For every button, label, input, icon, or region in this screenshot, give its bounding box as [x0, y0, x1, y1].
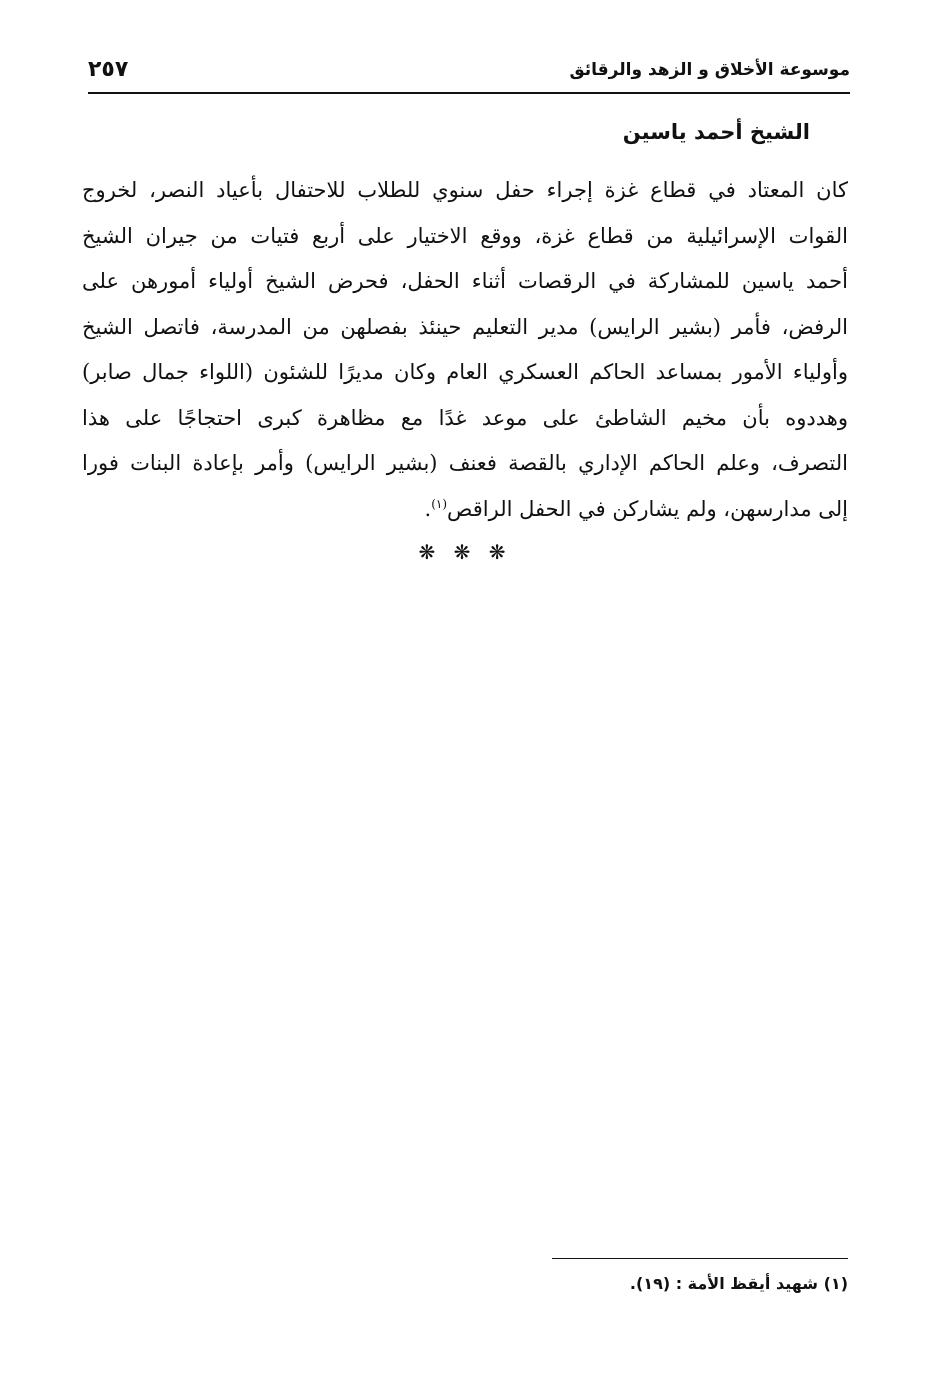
book-title: موسوعة الأخلاق و الزهد والرقائق	[559, 60, 850, 80]
body-line: وأولياء الأمور بمساعد الحاكم العسكري العام وكان مديرًا للشئون (اللواء جمال صابر)	[82, 360, 848, 384]
body-paragraph	[82, 168, 848, 532]
body-line: التصرف، وعلم الحاكم الإداري بالقصة فعنف (بشير الرايس) وأمر بإعادة البنات فورا	[82, 451, 848, 475]
section-heading: الشيخ أحمد ياسين	[622, 120, 810, 144]
body-line: أحمد ياسين للمشاركة في الرقصات أثناء الحفل، فحرض الشيخ أولياء أمورهن على	[82, 269, 848, 293]
footnote-divider	[552, 1258, 848, 1259]
body-line: الرفض، فأمر (بشير الرايس) مدير التعليم حينئذ بفصلهن من المدرسة، فاتصل الشيخ	[82, 314, 848, 339]
body-line: وهددوه بأن مخيم الشاطئ على موعد غدًا مع مظاهرة كبرى احتجاجًا على هذا	[82, 405, 848, 430]
running-header	[88, 58, 850, 94]
section-separator: ❋ ❋ ❋	[418, 540, 512, 564]
page-number: ٢٥٧	[88, 57, 134, 82]
body-line-text: إلى مدارسهن، ولم يشاركن في الحفل الراقص	[447, 496, 848, 521]
footnote-reference[interactable]: (١)	[431, 496, 448, 511]
body-line: كان المعتاد في قطاع غزة إجراء حفل سنوي للطلاب للاحتفال بأعياد النصر، لخروج	[82, 178, 848, 202]
footnote-text: (١) شهيد أيقظ الأمة : (١٩).	[629, 1274, 848, 1293]
body-line: القوات الإسرائيلية من قطاع غزة، ووقع الاختيار على أربع فتيات من جيران الشيخ	[82, 223, 848, 248]
final-period: .	[424, 496, 432, 521]
body-line-final	[82, 487, 848, 533]
